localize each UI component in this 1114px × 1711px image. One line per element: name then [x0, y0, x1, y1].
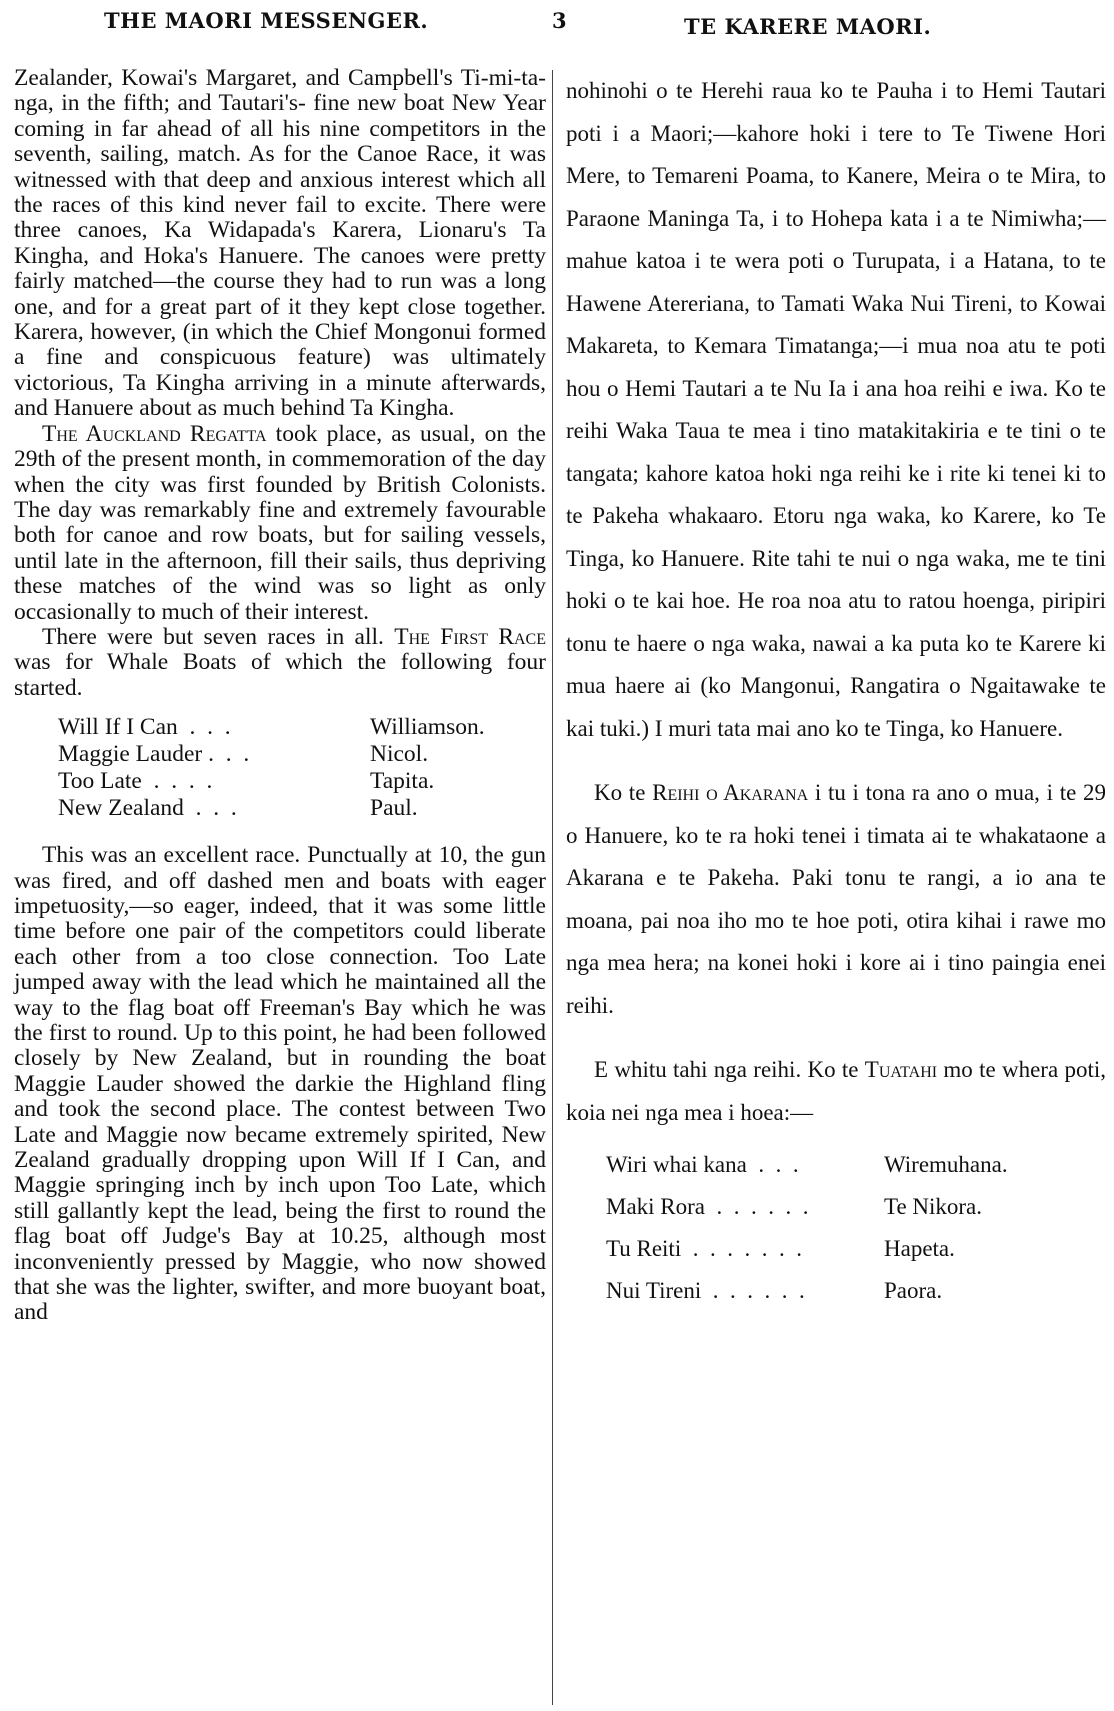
- boat-name: Too Late . . . .: [58, 768, 213, 795]
- maori-race-table: [606, 1144, 1106, 1312]
- paragraph-gap: [566, 1027, 1106, 1049]
- boat-name: Maggie Lauder . . .: [58, 741, 250, 768]
- english-paragraph-1: Zealander, Kowai's Margaret, and Campbell's Ti-mi-ta-nga, in the fifth; and Tautari's- fine new boat New Year coming in far ahead of all his nine competitors in the seventh, sailing, match. As for the Canoe Race, it was witnessed with that deep and anxious interest which all the races of this kind never fail to excite. There were three canoes, Ka Widapada's Karera, Lionaru's Ta Kingha, and Hoka's Hanuere. The canoes were pretty fairly matched—the course they had to run was a long one, and for a great part of it they kept close together. Karera, however, (in which the Chief Mongonui formed a fine and conspicuous feature) was ultimately victorious, Ta Kingha arriving in a minute afterwards, and Hanuere about as much behind Ta Kingha.: [14, 65, 546, 422]
- maori-column: [566, 70, 1106, 1312]
- race-entry: [606, 1144, 1106, 1186]
- tuatahi-heading: Tuatahi: [864, 1057, 938, 1082]
- reihi-akarana-heading: Reihi o Akarana: [652, 780, 809, 805]
- english-paragraph-2: [14, 422, 546, 625]
- paragraph-gap: [566, 750, 1106, 772]
- column-divider: [552, 70, 553, 1705]
- race-entry: [58, 769, 546, 796]
- maori-paragraph-1: nohinohi o te Herehi raua ko te Pauha i to Hemi Tautari poti i a Maori;—kahore hoki i tere to Te Tiwene Hori Mere, to Temareni Poama, to Kanere, Meira o te Mira, to Paraone Maninga Ta, i to Hohepa kata i a te Nimiwha;—mahue katoa i te wera poti o Turupata, i a Hatana, to te Hawene Atereriana, to Tamati Waka Nui Tireni, to Kowai Makareta, to Kemara Timatanga;—i mua noa atu te poti hou o Hemi Tautari a te Nu Ia i ana hoa reihi e iwa. Ko te reihi Waka Taua te mea i tino matakitakiria e te tini o te tangata; kahore katoa hoki nga reihi ke i rite ki tenei ki to te Pakeha whakaaro. Etoru nga waka, ko Karere, ko Te Tinga, ko Hanuere. Rite tahi te nui o nga waka, me te tini hoki o te kai hoe. He roa noa atu to ratou hoenga, piripiri tonu te haere o nga waka, nawai a ka puta ko te Karere ki mua haere ai (ko Mangonui, Rangatira o Ngaitawake te kai tuki.) I muri tata mai ano ko te Tinga, ko Hanuere.: [566, 78, 1106, 741]
- maori-paragraph-2: [566, 772, 1106, 1027]
- race-entry: [606, 1228, 1106, 1270]
- maori-paragraph-3-text: mo te whera poti, koia nei nga mea i hoea:—: [566, 1057, 1106, 1125]
- boat-name: Nui Tireni . . . . . .: [606, 1278, 805, 1303]
- race-entry: [606, 1270, 1106, 1312]
- maori-paragraph-3-start: E whitu tahi nga reihi. Ko te: [594, 1057, 865, 1082]
- boat-owner: Nicol.: [370, 741, 429, 768]
- race-entry: [58, 742, 546, 769]
- boat-name: New Zealand . . .: [58, 795, 237, 822]
- race-entry: [606, 1186, 1106, 1228]
- english-paragraph-3: [14, 625, 546, 701]
- english-paragraph-2-text: took place, as usual, on the 29th of the present month, in commemoration of the day when the city was first founded by British Colonists. The day was remarkably fine and extremely favourable both for canoe and row boats, but for sailing vessels, until late in the afternoon, fill their sails, thus depriving these matches of the wind was so light as only occasionally to much of their interest.: [14, 420, 546, 625]
- english-column: [14, 66, 546, 1326]
- english-masthead: THE MAORI MESSENGER.: [104, 8, 429, 33]
- boat-name: Wiri whai kana . . .: [606, 1152, 799, 1177]
- maori-paragraph-2-start: Ko te: [594, 780, 653, 805]
- maori-paragraph-2-text: i tu i tona ra ano o mua, i te 29 o Hanuere, ko te ra hoki tenei i timata ai te whakataone a Akarana e te Pakeha. Paki tonu te rangi, a io ana te moana, pai noa iho mo te hoe poti, otira kihai i rawe mo nga mea hera; na konei hoki i kore ai i tino paingia enei reihi.: [566, 780, 1106, 1018]
- boat-owner: Paora.: [884, 1278, 943, 1303]
- race-entry: [58, 796, 546, 823]
- english-race-table: [58, 715, 546, 823]
- maori-paragraph-3: [566, 1049, 1106, 1134]
- boat-owner: Paul.: [370, 795, 418, 822]
- boat-owner: Te Nikora.: [884, 1194, 983, 1219]
- boat-owner: Hapeta.: [884, 1236, 955, 1261]
- auckland-regatta-heading: The Auckland Regatta: [42, 420, 267, 447]
- boat-name: Maki Rora . . . . . .: [606, 1194, 809, 1219]
- boat-owner: Williamson.: [370, 714, 485, 741]
- boat-name: Tu Reiti . . . . . . .: [606, 1236, 802, 1261]
- page-number: 3: [552, 8, 568, 33]
- english-paragraph-3-start: There were but seven races in all.: [42, 623, 395, 650]
- english-paragraph-4: This was an excellent race. Punctually at 10, the gun was fired, and off dashed men and boats with eager impetuosity,—so eager, indeed, that it was some little time before one pair of the competitors could liberate each other from a too close connection. Too Late jumped away with the lead which he maintained all the way to the flag boat off Freeman's Bay which he was the first to round. Up to this point, he had been followed closely by New Zealand, but in rounding the boat Maggie Lauder showed the darkie the Highland fling and took the second place. The contest between Two Late and Maggie now became extremely spirited, New Zealand gradually dropping upon Will If I Can, and Maggie springing inch by inch upon Too Late, which still gallantly kept the lead, being the first to round the flag boat off Judge's Bay at 10.25, although most inconveniently pressed by Maggie, who now showed that she was the lighter, swifter, and more buoyant boat, and: [14, 842, 546, 1326]
- race-entry: [58, 715, 546, 742]
- boat-owner: Wiremuhana.: [884, 1152, 1008, 1177]
- maori-masthead: TE KARERE MAORI.: [684, 14, 932, 39]
- english-paragraph-3-text: was for Whale Boats of which the following four started.: [14, 649, 546, 701]
- boat-owner: Tapita.: [370, 768, 435, 795]
- first-race-heading: The First Race: [394, 623, 546, 650]
- page-header: [0, 0, 1114, 40]
- boat-name: Will If I Can . . .: [58, 714, 231, 741]
